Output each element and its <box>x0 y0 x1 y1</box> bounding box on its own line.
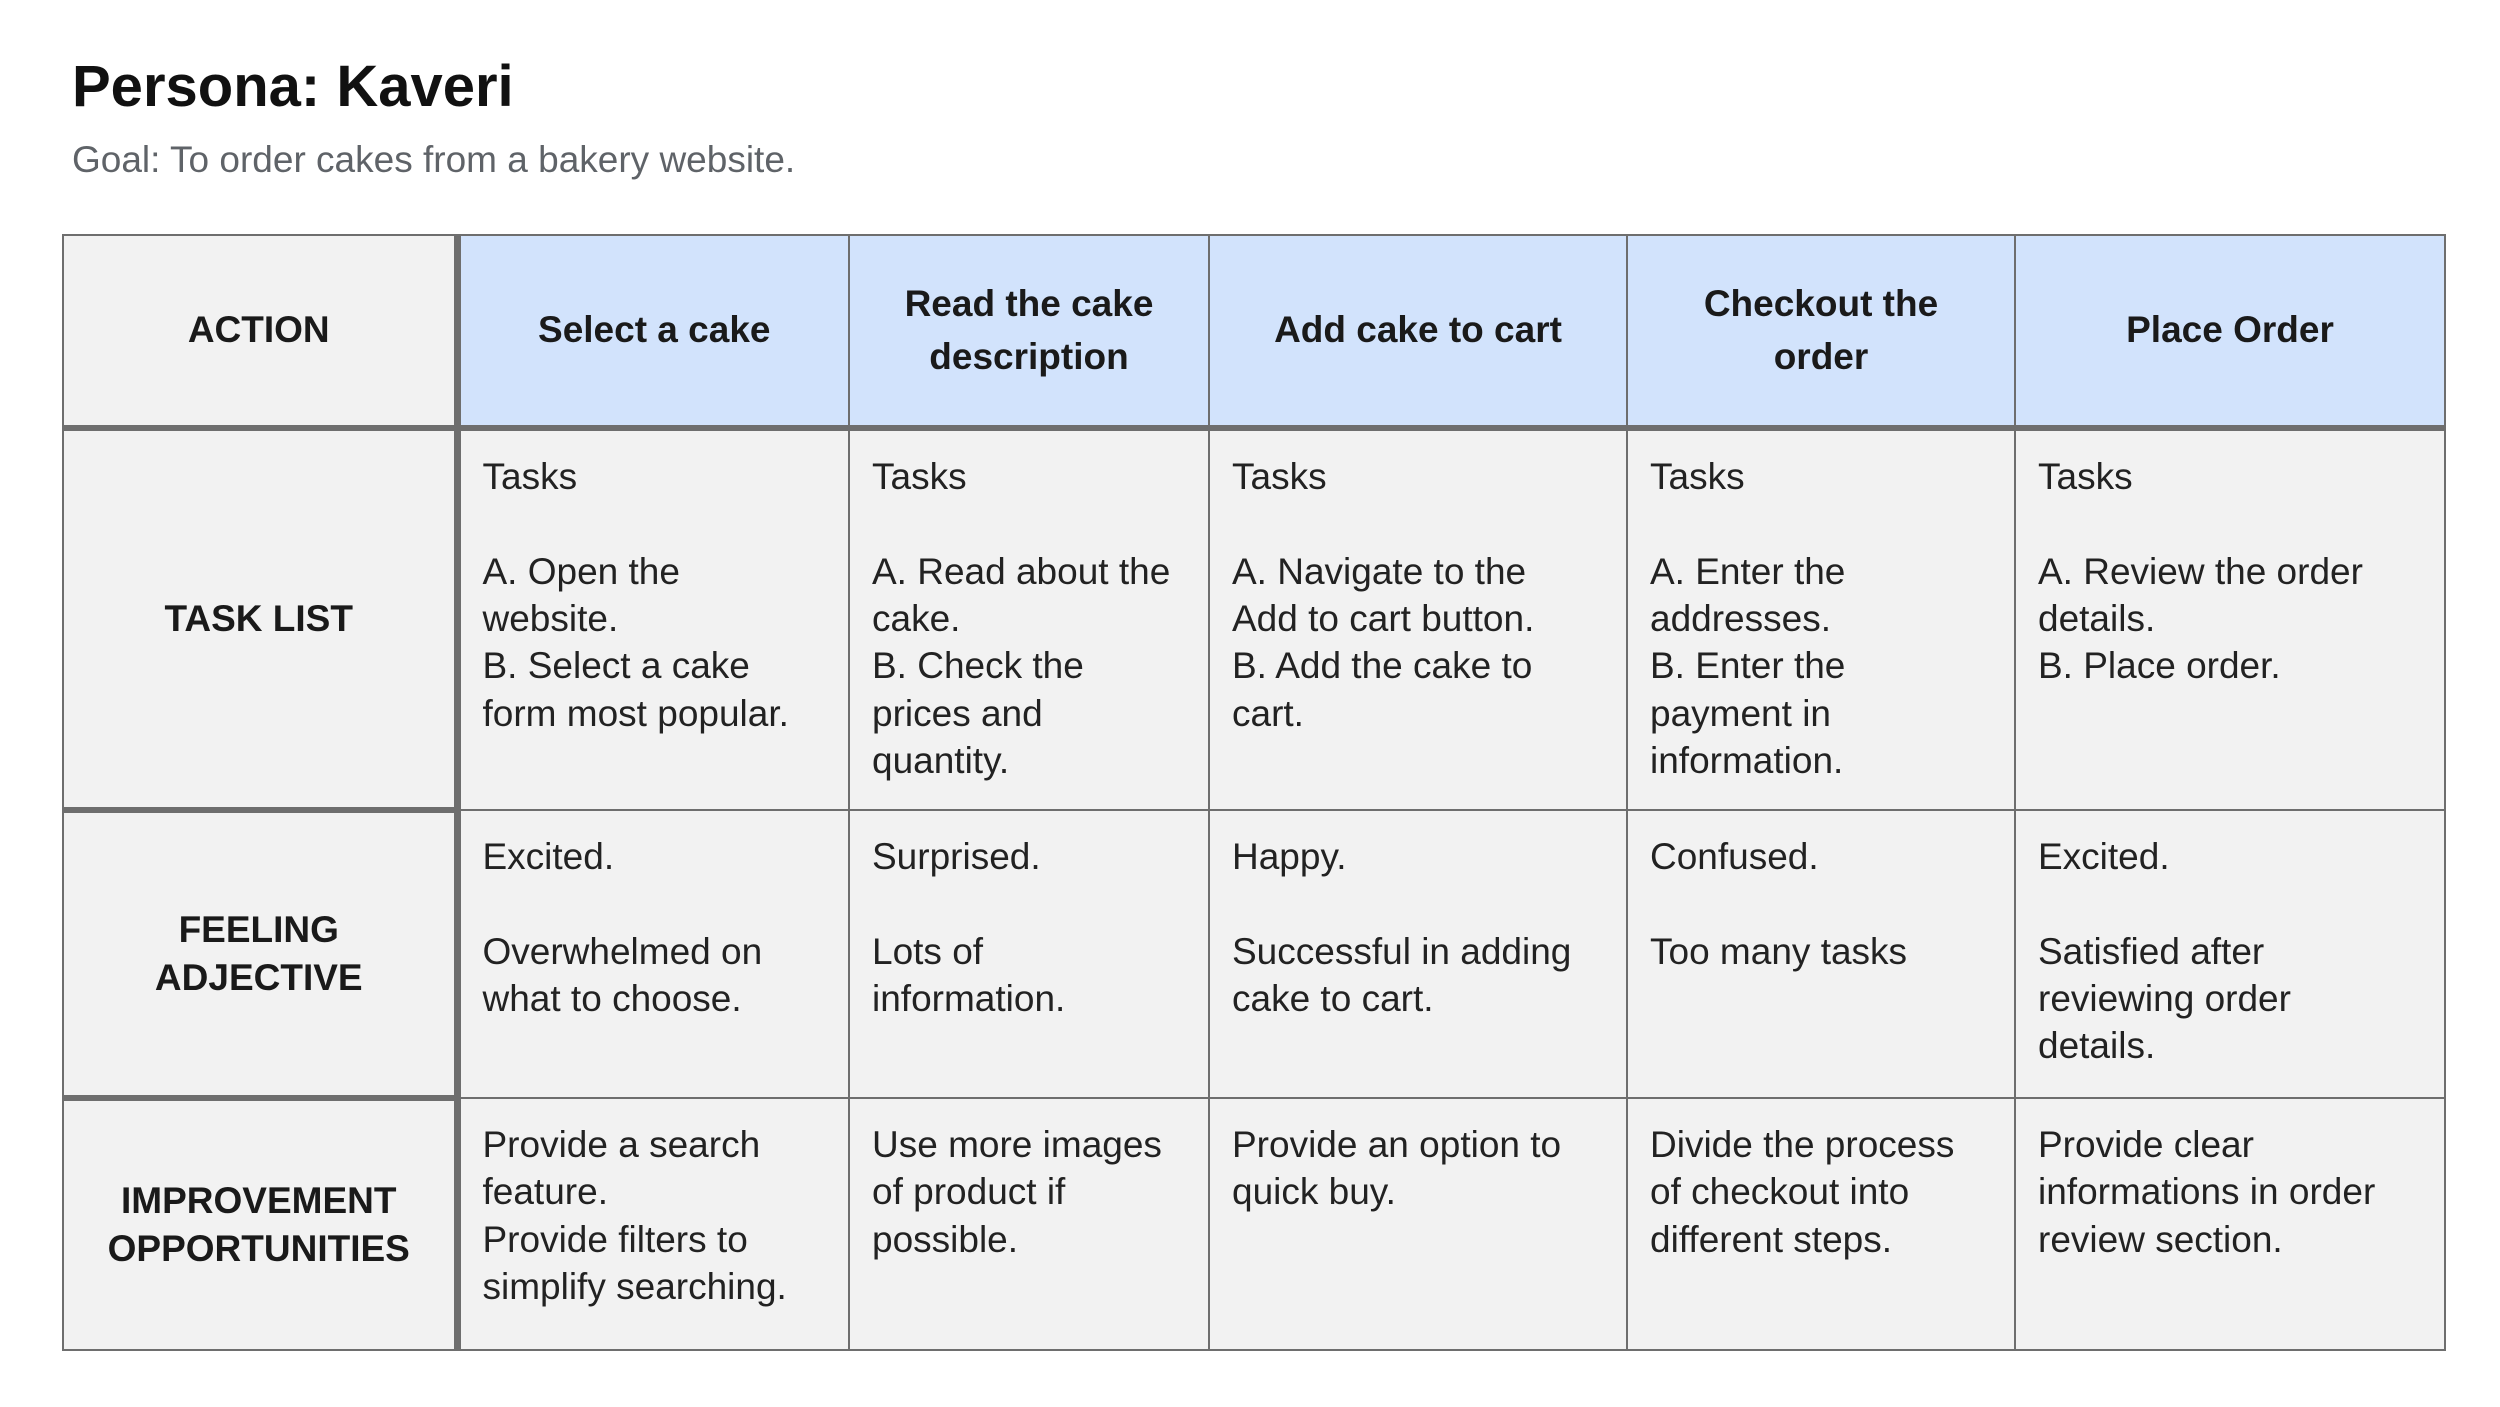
improvement-cell: Provide an option to quick buy. <box>1209 1098 1627 1350</box>
row-label-task-list: TASK LIST <box>63 428 457 810</box>
task-cell: Tasks A. Read about the cake. B. Check the prices and quantity. <box>849 428 1209 810</box>
feeling-cell: Excited. Overwhelmed on what to choose. <box>457 810 849 1098</box>
improvement-row <box>63 1098 2445 1350</box>
improvement-cell: Provide clear informations in order review section. <box>2015 1098 2445 1350</box>
task-cell: Tasks A. Enter the addresses. B. Enter the payment in information. <box>1627 428 2015 810</box>
improvement-cell: Provide a search feature. Provide filters to simplify searching. <box>457 1098 849 1350</box>
feeling-cell: Surprised. Lots of information. <box>849 810 1209 1098</box>
stage-header: Checkout the order <box>1627 235 2015 428</box>
feeling-cell: Excited. Satisfied after reviewing order details. <box>2015 810 2445 1098</box>
row-label-improvement-opportunities: IMPROVEMENT OPPORTUNITIES <box>63 1098 457 1350</box>
improvement-cell: Divide the process of checkout into different steps. <box>1627 1098 2015 1350</box>
stage-header: Place Order <box>2015 235 2445 428</box>
feeling-row <box>63 810 2445 1098</box>
journey-map-table <box>62 234 2446 1351</box>
feeling-cell: Confused. Too many tasks <box>1627 810 2015 1098</box>
persona-goal: Goal: To order cakes from a bakery website. <box>72 139 796 180</box>
stage-header: Add cake to cart <box>1209 235 1627 428</box>
action-row <box>63 235 2445 428</box>
feeling-cell: Happy. Successful in adding cake to cart. <box>1209 810 1627 1098</box>
improvement-cell: Use more images of product if possible. <box>849 1098 1209 1350</box>
row-label-action: ACTION <box>63 235 457 428</box>
persona-title: Persona: Kaveri <box>72 54 514 119</box>
task-cell: Tasks A. Navigate to the Add to cart button. B. Add the cake to cart. <box>1209 428 1627 810</box>
task-cell: Tasks A. Open the website. B. Select a cake form most popular. <box>457 428 849 810</box>
row-label-feeling-adjective: FEELING ADJECTIVE <box>63 810 457 1098</box>
task-list-row <box>63 428 2445 810</box>
stage-header: Select a cake <box>457 235 849 428</box>
stage-header: Read the cake description <box>849 235 1209 428</box>
task-cell: Tasks A. Review the order details. B. Place order. <box>2015 428 2445 810</box>
